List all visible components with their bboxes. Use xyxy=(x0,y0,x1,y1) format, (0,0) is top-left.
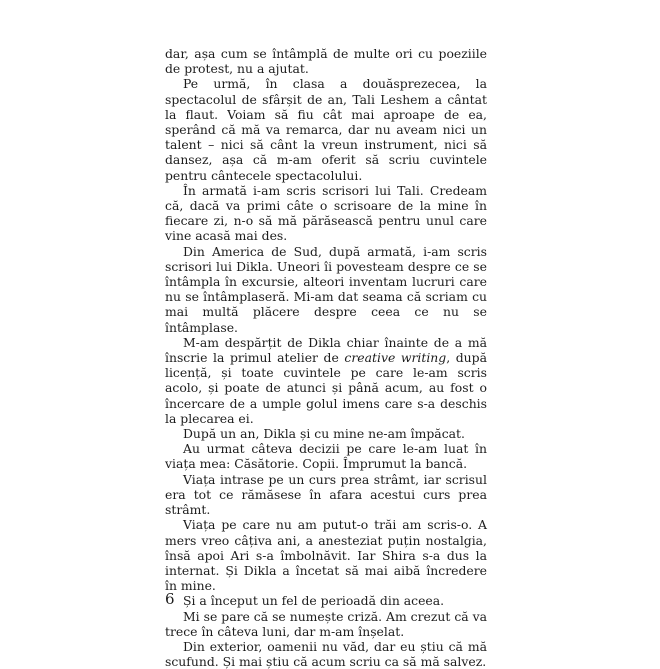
paragraph: În armată i-am scris scrisori lui Tali. Credeam că, dacă va primi câte o scrisoare de la mine în fiecare zi, n-o să mă părăsească pentru unul care vine acasă mai des. xyxy=(165,182,487,244)
paragraph: dar, așa cum se întâmplă de multe ori cu poeziile de protest, nu a ajutat. xyxy=(165,46,487,77)
paragraph: M-am despărțit de Dikla chiar înainte de a mă înscrie la primul atelier de creative writing, după licență, și toate cuvintele pe care le-am scris acolo, și poate de atunci și până acum, au fost o încercare de a umple golul imens care s-a deschis la plecarea ei. xyxy=(165,334,487,426)
italic-phrase: creative writing xyxy=(344,350,447,366)
paragraph: Din exterior, oamenii nu văd, dar eu știu că mă scufund. Și mai știu că acum scriu ca să mă salvez. xyxy=(165,638,487,669)
paragraph: Au urmat câteva decizii pe care le-am luat în viața mea: Căsătorie. Copii. Împrumut la bancă. xyxy=(165,441,487,472)
body-text xyxy=(165,46,487,669)
paragraph: Și a început un fel de perioadă din aceea. xyxy=(183,593,445,609)
paragraph: Viața pe care nu am putut-o trăi am scris-o. A mers vreo câțiva ani, a anesteziat puțin nostalgia, însă apoi Ari s-a îmbolnăvit. Iar Shira s-a dus la internat. Și Dikla a încetat să mai aibă încredere în mine. xyxy=(165,517,487,594)
page-number: 6 xyxy=(165,590,175,608)
paragraph: Mi se pare că se numește criză. Am crezut că va trece în câteva luni, dar m-am înșelat. xyxy=(165,608,487,639)
paragraph: Viața intrase pe un curs prea strâmt, iar scrisul era tot ce rămăsese în afara acestui curs prea strâmt. xyxy=(165,471,487,518)
paragraph: Din America de Sud, după armată, i-am scris scrisori lui Dikla. Uneori îi povesteam despre ce se întâmpla în excursie, alteori inventam lucruri care nu se întâmplaseră. Mi-am dat seama că scriam cu mai multă plăcere despre ceea ce nu se întâmplase. xyxy=(165,243,487,335)
paragraph: După un an, Dikla și cu mine ne-am împăcat. xyxy=(183,426,465,442)
paragraph: Pe urmă, în clasa a douăsprezecea, la spectacolul de sfârșit de an, Tali Leshem a cântat la flaut. Voiam să fiu cât mai aproape de ea, sperând că mă va remarca, dar nu aveam nici un talent – nici să cânt la vreun instrument, nici să dansez, așa că m-am oferit să scriu cuvintele pentru cântecele spectacolului. xyxy=(165,76,487,183)
